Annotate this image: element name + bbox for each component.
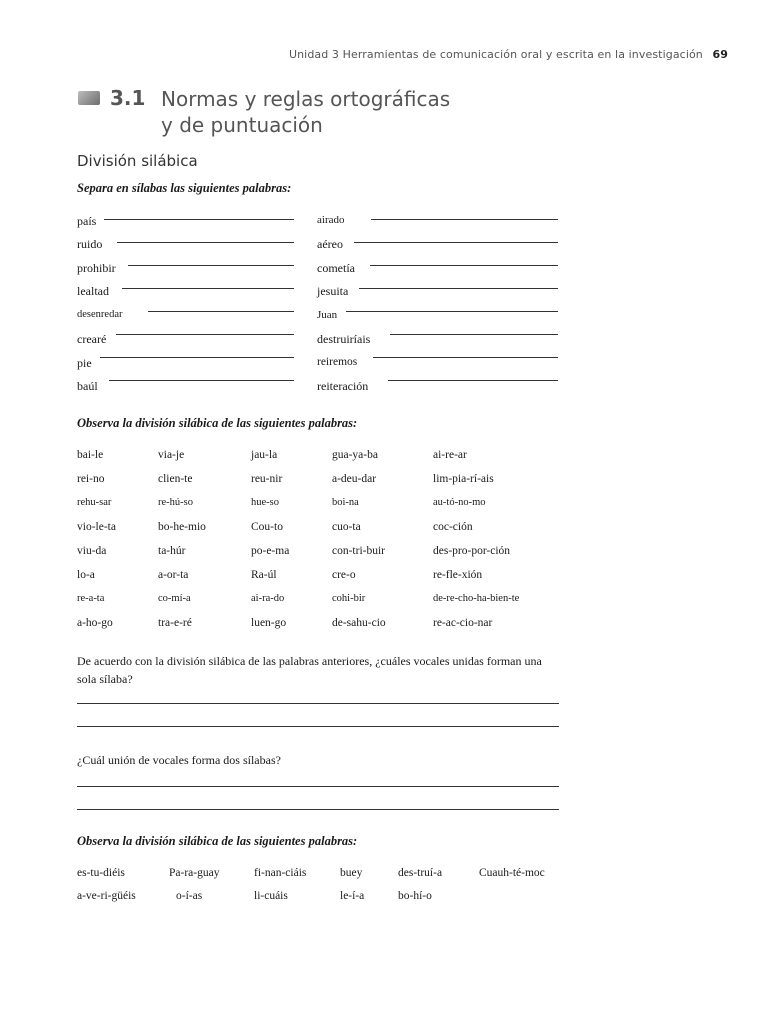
syllable-cell: le-í-a [340, 890, 365, 902]
question-one-syllable: De acuerdo con la división silábica de las palabras anteriores, ¿cuáles vocales unidas forman una sola sílaba? [77, 654, 542, 686]
section-title-line2: y de puntuación [161, 113, 323, 137]
syllable-cell: po-e-ma [251, 545, 290, 557]
word-left-5: desenredar [77, 309, 123, 320]
running-title: Unidad 3 Herramientas de comunicación oral y escrita en la investigación [288, 48, 703, 61]
syllable-cell: reu-nir [251, 473, 283, 485]
syllable-cell: ai-ra-do [251, 593, 285, 604]
syllable-cell: o-í-as [176, 890, 203, 902]
instruction-separate: Separa en sílabas las siguientes palabras: [77, 181, 292, 195]
syllable-cell: cuo-ta [332, 521, 361, 533]
answer-line[interactable] [346, 311, 558, 312]
syllable-cell: tra-e-ré [158, 617, 192, 629]
answer-line[interactable] [77, 809, 559, 810]
syllable-cell: jau-la [251, 449, 278, 461]
instruction-observe-2: Observa la división silábica de las siguientes palabras: [77, 834, 358, 848]
syllable-cell: clien-te [158, 473, 193, 485]
syllable-cell: a-ho-go [77, 617, 113, 629]
syllable-cell: Cuauh-té-moc [479, 867, 545, 879]
syllable-cell: re-fle-xión [433, 569, 483, 581]
running-header [289, 48, 728, 61]
word-right-5: Juan [317, 309, 338, 321]
instruction-observe-1: Observa la división silábica de las siguientes palabras: [77, 416, 358, 430]
answer-line[interactable] [100, 357, 294, 358]
syllable-cell: Pa-ra-guay [169, 867, 220, 879]
syllable-cell: rehu-sar [77, 497, 112, 508]
answer-line[interactable] [370, 265, 558, 266]
answer-line[interactable] [371, 219, 558, 220]
syllable-cell: re-hú-so [158, 497, 193, 508]
syllable-cell: des-truí-a [398, 867, 443, 879]
syllable-cell: re-a-ta [77, 593, 105, 604]
answer-line[interactable] [359, 288, 558, 289]
syllable-cell: buey [340, 867, 363, 879]
word-right-6: destruiríais [317, 332, 371, 346]
syllable-cell: a-deu-dar [332, 473, 377, 485]
word-left-2: ruido [77, 237, 103, 251]
syllable-cell: es-tu-diéis [77, 867, 125, 879]
answer-line[interactable] [116, 334, 294, 335]
syllable-cell: bo-he-mio [158, 521, 206, 533]
word-left-1: país [77, 214, 97, 228]
syllable-cell: lim-pia-rí-ais [433, 473, 494, 485]
syllable-cell: vio-le-ta [77, 521, 116, 533]
section-number: 3.1 [110, 86, 146, 110]
syllable-cell: a-or-ta [158, 569, 189, 581]
word-left-8: baúl [77, 379, 98, 393]
syllable-cell: coc-ción [433, 521, 473, 533]
answer-line[interactable] [122, 288, 294, 289]
syllable-cell: ta-húr [158, 545, 186, 557]
syllable-cell: luen-go [251, 617, 287, 629]
section-title-line1: Normas y reglas ortográficas [161, 87, 451, 111]
word-left-3: prohibir [77, 261, 116, 275]
syllable-cell: boi-na [332, 497, 359, 508]
answer-line[interactable] [390, 334, 558, 335]
syllable-cell: lo-a [77, 569, 95, 581]
syllable-cell: con-tri-buir [332, 545, 386, 557]
word-left-7: pie [77, 356, 92, 370]
syllable-cell: de-sahu-cio [332, 617, 386, 629]
word-right-2: aéreo [317, 237, 343, 251]
answer-line[interactable] [148, 311, 294, 312]
page-number: 69 [712, 48, 728, 61]
answer-line[interactable] [373, 357, 558, 358]
word-right-3: cometía [317, 261, 355, 275]
answer-line[interactable] [128, 265, 294, 266]
question-two-syllables: ¿Cuál unión de vocales forma dos sílabas? [77, 753, 281, 767]
syllable-cell: co-mí-a [158, 593, 191, 604]
syllable-cell: bai-le [77, 449, 104, 461]
syllable-cell: bo-hí-o [398, 890, 432, 902]
answer-line[interactable] [117, 242, 294, 243]
syllable-cell: des-pro-por-ción [433, 545, 511, 557]
syllable-cell: Ra-úl [251, 569, 277, 581]
section-marker-icon [78, 91, 100, 105]
syllable-cell: cre-o [332, 569, 356, 581]
syllable-cell: viu-da [77, 545, 107, 557]
syllable-cell: rei-no [77, 473, 105, 485]
syllable-cell: a-ve-ri-güéis [77, 890, 136, 902]
syllable-cell: hue-so [251, 497, 279, 508]
syllable-cell: de-re-cho-ha-bien-te [433, 593, 520, 604]
word-right-8: reiteración [317, 379, 369, 393]
syllable-cell: gua-ya-ba [332, 449, 378, 461]
word-right-1: airado [317, 214, 345, 226]
answer-line[interactable] [354, 242, 558, 243]
syllable-cell: via-je [158, 449, 185, 461]
syllable-cell: re-ac-cio-nar [433, 617, 493, 629]
subheading: División silábica [77, 152, 198, 170]
word-left-6: crearé [77, 332, 107, 346]
syllable-cell: Cou-to [251, 521, 283, 533]
syllable-cell: au-tó-no-mo [433, 497, 486, 508]
word-left-4: lealtad [77, 284, 109, 298]
syllable-cell: ai-re-ar [433, 449, 467, 461]
syllable-cell: li-cuáis [254, 890, 288, 902]
answer-line[interactable] [388, 380, 558, 381]
answer-line[interactable] [77, 786, 559, 787]
answer-line[interactable] [109, 380, 294, 381]
word-right-4: jesuita [317, 284, 349, 298]
answer-line[interactable] [77, 703, 559, 704]
syllable-cell: fi-nan-ciáis [254, 867, 307, 879]
syllable-cell: cohi-bir [332, 593, 366, 604]
section-title [161, 86, 450, 138]
answer-line[interactable] [77, 726, 559, 727]
answer-line[interactable] [104, 219, 294, 220]
word-right-7: reiremos [317, 356, 358, 368]
